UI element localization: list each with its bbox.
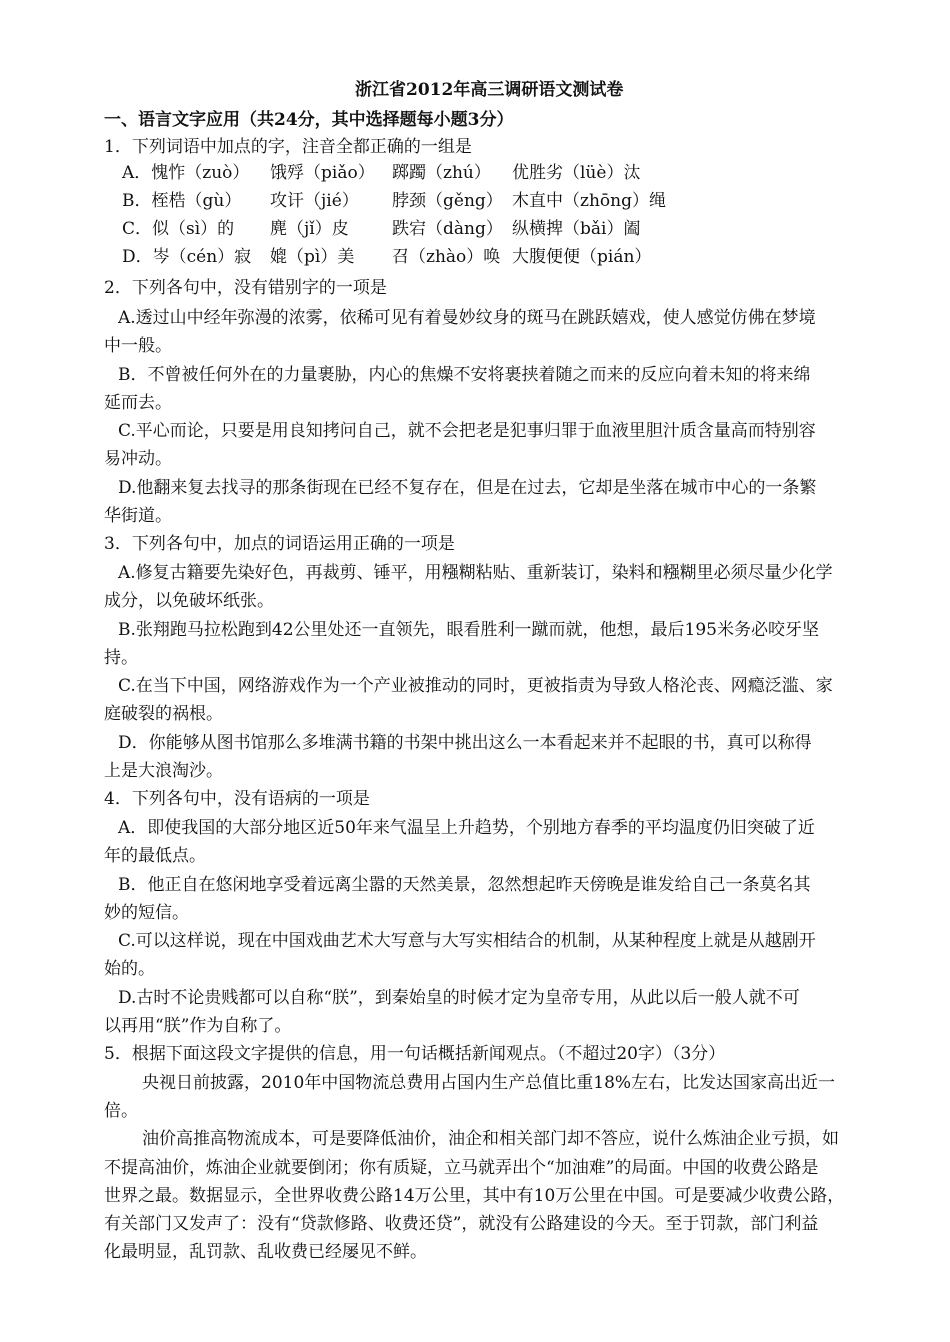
page-title: 浙江省2012年高三调研语文测试卷 <box>355 80 624 100</box>
q2-option-a-line2: 中一般。 <box>104 336 172 356</box>
q3-option-b-line1: B.张翔跑马拉松跑到42公里处还一直领先，眼看胜利一蹴而就，他想，最后195米务必咬牙坚 <box>118 620 819 640</box>
q1-d-item-4: 大腹便便（pián） <box>512 247 652 267</box>
q1-c-item-4: 纵横捭（bǎi）阖 <box>512 219 641 239</box>
q1-c-item-3: 跌宕（dàng） <box>392 219 503 239</box>
q1-d-item-3: 召（zhào）唤 <box>392 247 501 267</box>
q4-option-b-line1: B．他正自在悠闲地享受着远离尘嚣的天然美景，忽然想起昨天傍晚是谁发给自己一条莫名其 <box>118 875 811 895</box>
question-3-stem: 3．下列各句中，加点的词语运用正确的一项是 <box>104 534 455 554</box>
section-heading: 一、语言文字应用（共24分，其中选择题每小题3分） <box>104 110 514 130</box>
q4-option-d-line1: D.古时不论贵贱都可以自称“朕”，到秦始皇的时候才定为皇帝专用，从此以后一般人就不可 <box>118 988 800 1008</box>
q1-d-item-2: 媲（pì）美 <box>270 247 355 267</box>
q4-option-c-line2: 始的。 <box>104 959 155 979</box>
q1-a-item-2: 饿殍（piǎo） <box>270 163 375 183</box>
q3-option-a-line1: A.修复古籍要先染好色，再裁剪、锤平，用糨糊粘贴、重新装订，染料和糨糊里必须尽量少化学 <box>118 563 833 583</box>
q4-option-c-line1: C.可以这样说，现在中国戏曲艺术大写意与大写实相结合的机制，从某种程度上就是从越剧开 <box>118 931 816 951</box>
question-2-stem: 2．下列各句中，没有错别字的一项是 <box>104 278 387 298</box>
q1-b-item-1: B．桎梏（gù） <box>122 191 242 211</box>
q1-c-item-1: C．似（sì）的 <box>122 219 235 239</box>
q2-option-d-line1: D.他翻来复去找寻的那条街现在已经不复存在，但是在过去，它却是坐落在城市中心的一条繁 <box>118 478 817 498</box>
q1-a-item-4: 优胜劣（lüè）汰 <box>512 163 641 183</box>
q4-option-b-line2: 妙的短信。 <box>104 903 189 923</box>
q1-a-item-1: A．愧怍（zuò） <box>122 163 250 183</box>
q3-option-b-line2: 持。 <box>104 648 138 668</box>
q2-option-c-line2: 易冲动。 <box>104 449 172 469</box>
q4-option-d-line2: 以再用“朕”作为自称了。 <box>104 1016 292 1036</box>
q3-option-c-line1: C.在当下中国，网络游戏作为一个产业被推动的同时，更被指责为导致人格沦丧、网瘾泛滥、家 <box>118 676 833 696</box>
q5-paragraph-2-line5: 化最明显，乱罚款、乱收费已经屡见不鲜。 <box>104 1242 427 1262</box>
q2-option-a-line1: A.透过山中经年弥漫的浓雾，依稀可见有着曼妙纹身的斑马在跳跃嬉戏，使人感觉仿佛在梦境 <box>118 308 816 328</box>
q1-b-item-4: 木直中（zhōng）绳 <box>512 191 666 211</box>
q3-option-d-line2: 上是大浪淘沙。 <box>104 761 223 781</box>
q5-paragraph-2-line3: 世界之最。数据显示，全世界收费公路14万公里，其中有10万公里在中国。可是要减少收费公路， <box>104 1186 845 1206</box>
q2-option-d-line2: 华街道。 <box>104 506 172 526</box>
q2-option-c-line1: C.平心而论，只要是用良知拷问自己，就不会把老是犯事归罪于血液里胆汁质含量高而特别容 <box>118 421 816 441</box>
q3-option-c-line2: 庭破裂的祸根。 <box>104 704 223 724</box>
question-4-stem: 4．下列各句中，没有语病的一项是 <box>104 789 370 809</box>
q5-paragraph-2-line1: 油价高推高物流成本，可是要降低油价，油企和相关部门却不答应，说什么炼油企业亏损，如 <box>142 1129 839 1149</box>
q1-c-item-2: 麂（jǐ）皮 <box>270 219 349 239</box>
q5-paragraph-2-line2: 不提高油价，炼油企业就要倒闭；你有质疑，立马就弄出个“加油难”的局面。中国的收费公路是 <box>104 1158 819 1178</box>
q3-option-d-line1: D．你能够从图书馆那么多堆满书籍的书架中挑出这么一本看起来并不起眼的书，真可以称得 <box>118 733 812 753</box>
q4-option-a-line1: A．即使我国的大部分地区近50年来气温呈上升趋势，个别地方春季的平均温度仍旧突破了近 <box>118 818 815 838</box>
question-5-stem: 5．根据下面这段文字提供的信息，用一句话概括新闻观点。（不超过20字）（3分） <box>104 1044 726 1064</box>
q1-b-item-2: 攻讦（jié） <box>270 191 359 211</box>
q4-option-a-line2: 年的最低点。 <box>104 846 206 866</box>
q5-paragraph-2-line4: 有关部门又发声了：没有“贷款修路、收费还贷”，就没有公路建设的今天。至于罚款，部门利益 <box>104 1214 819 1234</box>
q1-b-item-3: 脖颈（gěng） <box>392 191 503 211</box>
q5-paragraph-1-line1: 央视日前披露，2010年中国物流总费用占国内生产总值比重18%左右，比发达国家高出近一 <box>142 1073 836 1093</box>
q1-d-item-1: D．岑（cén）寂 <box>122 247 252 267</box>
q2-option-b-line2: 延而去。 <box>104 393 172 413</box>
q3-option-a-line2: 成分，以免破坏纸张。 <box>104 591 274 611</box>
q5-paragraph-1-line2: 倍。 <box>104 1101 138 1121</box>
q2-option-b-line1: B．不曾被任何外在的力量裹胁，内心的焦燥不安将裹挟着随之而来的反应向着未知的将来绵 <box>118 365 811 385</box>
q1-a-item-3: 踯躅（zhú） <box>392 163 491 183</box>
question-1-stem: 1．下列词语中加点的字，注音全都正确的一组是 <box>104 137 472 157</box>
